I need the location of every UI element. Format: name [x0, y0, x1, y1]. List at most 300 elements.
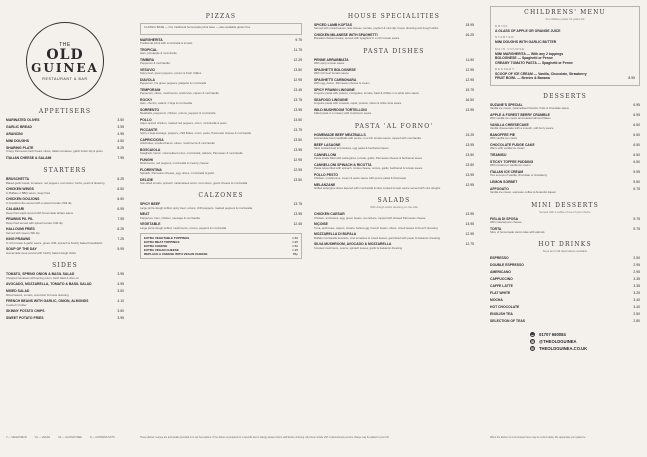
menu-item-name: HOT CHOCOLATE: [490, 305, 520, 310]
menu-item-name: POLLO: [140, 117, 152, 122]
kids-section-label: DESSERT: [495, 67, 515, 72]
starters-heading: STARTERS: [43, 167, 87, 175]
menu-item-description: Pepperoni & mozzarella: [140, 61, 170, 65]
menu-item-price: 4.95: [117, 282, 124, 287]
extra-name: EXTRA CHEESE: [144, 244, 168, 249]
menu-column-2: [140, 6, 302, 259]
menu-item-price: 3.40: [633, 298, 640, 303]
menu-item: [6, 139, 124, 143]
menu-item-description: Served with mixed leaves, feta cheese, tomato, yoghurt & mint dip, house dressing and dough sticks: [314, 26, 439, 31]
menu-item-name: WILD MUSHROOM TORTELLONI: [314, 107, 367, 112]
menu-item-price: 6.95: [117, 207, 124, 212]
extras-box: [140, 233, 302, 259]
menu-item: [6, 282, 124, 286]
extra-price: 1.50: [292, 244, 298, 249]
menu-item-name: TIRAMISU: [490, 152, 507, 157]
menu-item-price: 3.50: [117, 118, 124, 122]
menu-item-description: Chicken, anchovies, egg, green beans, cos lettuce, topped with shaved Parmesan cheese: [314, 215, 426, 220]
social-text: @THEOLDGUINEA: [539, 338, 577, 344]
menu-item-description: Mushrooms, red peppers, mozzarella & creamy cheese: [140, 161, 209, 165]
menu-item-name: LEMON SORBET: [490, 179, 518, 184]
menu-item-description: Ham, pineapple & mozzarella: [140, 51, 177, 55]
menu-item-name: CHICKEN CAESAR: [314, 212, 345, 217]
kids-item-price: 8.95: [628, 76, 635, 81]
menu-item: [6, 309, 124, 313]
menu-item-description: Cooked in butter: [6, 302, 27, 307]
menu-item-name: KING PRAWNS: [6, 237, 31, 242]
menu-item-description: Tuna, anchovies, capers, tomato, boiled egg, French beans, olives, mixed leaves & French dressing: [314, 225, 438, 230]
menu-item-name: PICCANTE: [140, 127, 158, 132]
menu-item-price: 5.75: [633, 216, 640, 221]
menu-item-price: 5.95: [117, 247, 124, 252]
menu-item-name: APPLE & FOREST BERRY CRUMBLE: [490, 112, 550, 117]
extra-name: EXTRA VEGAN CHEESE: [144, 248, 179, 253]
menu-item-description: Pepperoni, olives, mushrooms, anchovies, capers & mozzarella: [140, 91, 219, 95]
menu-item-description: In breadcrumbs served with a spiced tomato chilli dip: [6, 200, 72, 205]
mini-note: Served with a coffee of tea of your choice: [539, 209, 591, 214]
menu-item-name: CAFFE LATTE: [490, 284, 513, 289]
menu-item-price: 12.45: [293, 222, 302, 227]
menu-item-description: Smoked mushroom, onions, spinach leaves, garlic & balsamic dressing: [314, 245, 403, 250]
menu-item-price: 7.95: [117, 156, 124, 160]
kids-item-name: A GLASS OF APPLE OR ORANGE JUICE: [495, 29, 561, 33]
menu-item-name: MOCHA: [490, 298, 503, 303]
menu-item-description: Breaded chicken breast, served with spaghetti in a rich tomato sauce: [314, 36, 400, 41]
menu-item: [490, 263, 640, 267]
extra-name: EXTRA MEAT TOPPINGS: [144, 240, 180, 245]
menu-item: [490, 256, 640, 260]
social-icon: @: [531, 339, 534, 344]
menu-item-price: 9.75: [295, 37, 302, 42]
menu-item-price: 3.35: [633, 284, 640, 289]
extra-price: 1.95: [292, 248, 298, 253]
menu-item-price: 2.95: [633, 263, 640, 268]
menu-item-price: 13.50: [293, 177, 302, 182]
kids-item: [495, 29, 635, 33]
extra-price: 1.95: [292, 240, 298, 245]
menu-column-3: [314, 6, 474, 252]
menu-item-name: CAPRICCIOSA: [140, 137, 164, 142]
dietary-legend: [6, 436, 124, 439]
menu-item-description: Traditional pizza with mozzarella & tomato: [140, 41, 193, 45]
menu-item-price: 13.95: [465, 212, 474, 217]
menu-item-name: FLORENTINA: [140, 167, 162, 172]
menu-item-price: 5.50: [633, 179, 640, 184]
desserts-section: [490, 93, 640, 195]
menu-item-price: 6.95: [633, 112, 640, 117]
menu-item-name: BANOFFEE PIE: [490, 132, 516, 137]
menu-item-price: 5.75: [633, 226, 640, 231]
menu-column-1: [6, 6, 124, 323]
menu-item-price: 16.25: [465, 33, 474, 37]
extra-price: 1.50: [292, 236, 298, 241]
menu-item-name: SORRENTO: [140, 107, 160, 112]
house-specialities-section: [314, 13, 474, 41]
menu-item-description: Two scoops of vanilla, chocolate or strawberry: [490, 173, 548, 178]
menu-item-description: Spinach, Parmesan cheese, egg, olives, mozzarella & garlic: [140, 171, 215, 175]
kids-item-name: CREAMY TOMATO PASTA — Spaghetti or Penne: [495, 60, 573, 65]
menu-item-price: 13.95: [465, 142, 474, 147]
menu-item-price: 16.50: [465, 97, 474, 102]
menu-item-name: MARINATED OLIVES: [6, 118, 40, 122]
menu-item-price: 14.25: [465, 132, 474, 137]
menu-item-description: Spicy beef, green peppers, onions & fresh chillies: [140, 71, 202, 75]
menu-item: [6, 132, 124, 136]
menu-item-description: Served with sweet chilli dip: [6, 230, 40, 235]
menu-item-price: 12.95: [293, 77, 302, 82]
menu-item-price: 12.95: [293, 167, 302, 172]
menu-item-description: Slow cooked beef & tomatoes, egg pasta & bechamel sauce: [314, 146, 389, 151]
menu-item-name: MOZZARELLA DI BUFALA: [314, 232, 357, 237]
menu-item-price: 12.95: [465, 77, 474, 82]
menu-item-price: 13.50: [465, 152, 474, 157]
menu-item-price: 4.95: [117, 132, 124, 136]
menu-item-description: With spicy tomato sauce: [314, 61, 345, 66]
menu-item-price: 4.50: [117, 139, 124, 143]
menu-item: [490, 284, 640, 288]
menu-item-name: BOSCAIOLA: [140, 147, 161, 152]
allergy-notice: These dishes' recipes are and details provided is to our best advice. If the dishes is prepared for a specific diet or allergy please inform staff before ordering. All prices include VAT. A discretionary service charge may be added to your bill.: [140, 436, 390, 439]
pizza-base-text: CLASSIC BASE — Our traditional homemade pizza base — also available gluten free: [144, 25, 251, 29]
legend-entry: VG — VEGAN: [34, 436, 51, 439]
calzones-heading: CALZONES: [198, 192, 244, 200]
menu-item-price: 13.95: [293, 147, 302, 152]
menu-item-name: FUNGHI: [140, 157, 153, 162]
menu-item-description: Warm with vanilla ice cream: [490, 146, 525, 151]
sides-heading: SIDES: [52, 262, 78, 270]
menu-item-name: PENNE ARRABBIATA: [314, 57, 349, 62]
menu-item-description: With egg, bacon, Parmesan cheese & cream: [314, 81, 370, 86]
menu-item-price: 6.25: [117, 177, 124, 182]
sides-section: [6, 262, 124, 320]
menu-item-name: VESUVIO: [140, 67, 156, 72]
kids-note: For children under 12 years old: [545, 17, 585, 21]
menu-item-name: MARGHERITA: [140, 37, 163, 42]
menu-item-description: Ham, chorizo, salami, n'duja & mozzarella: [140, 101, 192, 105]
menu-item-name: SOUP OF THE DAY: [6, 247, 37, 252]
menu-item-name: ESPRESSO: [490, 256, 509, 261]
menu-item-name: ITALIAN ICE CREAM: [490, 169, 524, 174]
menu-item-name: CANNELLONI: [314, 152, 337, 157]
menu-item: [490, 277, 640, 281]
menu-item-description: With mascarpone cheese: [490, 220, 522, 225]
menu-item-price: 6.50: [117, 187, 124, 192]
menu-item-name: PRAWNS PIL PIL: [6, 217, 34, 222]
hot-drinks-section: [490, 241, 640, 323]
menu-item-name: MEAT: [140, 212, 150, 217]
menu-item-description: Pasta shells filled with aubergines, tomato, garlic, Parmesan cheese & bechamel sauce: [314, 156, 423, 161]
menu-item-price: 6.50: [633, 142, 640, 147]
menu-item-description: Grilled aubergine slices layered with mozzarella & slow cooked tomato sauce served with mini doughs: [314, 186, 441, 191]
menu-item-price: 2.80: [633, 319, 640, 324]
menu-item-price: 13.50: [293, 67, 302, 72]
contact-social[interactable]: [530, 339, 640, 344]
menu-item: [490, 298, 640, 302]
menu-item-description: Pepperoni, hot green peppers, jalapeño & mozzarella: [140, 81, 207, 85]
menu-item-price: 13.50: [293, 117, 302, 122]
menu-item-name: POLLO PESTO: [314, 172, 339, 177]
menu-item-name: AVOCADO, MOZZARELLA, TOMATO & BASIL SALAD: [6, 282, 92, 287]
menu-item-description: Spaghetti, bacon, caramelised onion, mozzarella, walnuts, Parmesan & mozzarella: [140, 151, 243, 155]
menu-item-name: CAPPUCCINO: [490, 277, 513, 282]
menu-item: [490, 153, 640, 157]
menu-item-price: 12.95: [293, 157, 302, 162]
menu-item-name: ENGLISH TEA: [490, 312, 513, 317]
menu-item-name: CHOCOLATE FUDGE CAKE: [490, 142, 535, 147]
extra-price: 85p: [292, 252, 298, 257]
service-notice: When the kitchen is at its busiest there may be a short delay. We appreciate your patience.: [490, 436, 586, 439]
menu-item-description: Sun-dried tomato, spinach, caramelised onion, red onions, goat's cheese & mozzarella: [140, 181, 248, 185]
menu-item-description: With vanilla ice cream: [490, 136, 518, 141]
mini-desserts-section: [490, 202, 640, 235]
menu-item: [490, 305, 640, 309]
menu-item: [490, 291, 640, 295]
menu-item-price: 7.95: [117, 217, 124, 222]
menu-item-price: 13.75: [293, 202, 302, 207]
menu-item-description: Crispy Parmesan herb bread, olives, Italian tomatoes, garlic butter dip & pesto: [6, 149, 103, 154]
logo-old: OLD: [46, 46, 84, 63]
menu-item-name: HALLOUMI FRIES: [6, 227, 35, 232]
menu-item-price: 12.95: [465, 232, 474, 237]
menu-item-price: 13.50: [465, 162, 474, 167]
menu-item-price: 3.50: [117, 309, 124, 314]
menu-item-price: 13.95: [465, 107, 474, 112]
menu-item-name: MELANZANE: [314, 182, 336, 187]
phone-text: 01707 660084: [539, 331, 566, 337]
pasta-section: [314, 48, 474, 116]
menu-item-price: 13.50: [293, 137, 302, 142]
menu-item-price: 13.95: [465, 222, 474, 227]
menu-item-description: Chopped tomatoes with spring onion, fresh basil & olive oil: [6, 275, 79, 280]
kids-item: [495, 40, 635, 44]
menu-item-name: SEAFOOD LINGUINE: [314, 97, 348, 102]
menu-item-name: CHICKEN WINGS: [6, 187, 34, 192]
salads-section: [314, 197, 474, 250]
menu-item-price: 13.95: [293, 212, 302, 217]
legend-entry: V — VEGETARIAN: [6, 436, 27, 439]
menu-item-price: 6.50: [633, 122, 640, 127]
menu-item-description: Homemade beef meatballs with penne, in a rich tomato sauce, topped with mozzarella: [314, 136, 421, 141]
legend-entry: GF — GLUTEN FREE: [58, 436, 82, 439]
menu-item-price: 6.50: [633, 132, 640, 137]
menu-item: [6, 118, 124, 122]
menu-item-price: 12.75: [465, 242, 474, 247]
menu-item-description: Cajun spiced chicken, roasted red peppers, onion, mozzarella & pesto: [140, 121, 227, 125]
menu-item-name: AFFOGATO: [490, 186, 509, 191]
menu-item-description: Mixed leaves, tomato, cucumber & house dressing: [6, 292, 69, 297]
menu-item-name: VANILLA CHEESECAKE: [490, 122, 529, 127]
forno-heading: PASTA 'AL FORNO': [354, 122, 434, 130]
logo-the: THE: [59, 41, 71, 48]
menu-item-name: CHICKEN GOUJONS: [6, 197, 40, 202]
phone-icon: ☎: [530, 332, 535, 337]
restaurant-logo: [26, 22, 104, 100]
menu-item-name: CHICKEN MILANESE WITH SPAGHETTI: [314, 33, 378, 37]
menu-item-name: BEEF LASAGNE: [314, 142, 341, 147]
menu-item-description: Deep fried squid served with homemade tartare sauce: [6, 210, 74, 215]
extra-name: EXTRA VEGETABLE TOPPINGS: [144, 236, 190, 241]
menu-item-price: 15.75: [465, 87, 474, 92]
menu-item-description: Pasta tubes filled with spinach, ricotta cheese, onions, garlic, bechamel & tomato sauce: [314, 166, 423, 171]
menu-item-description: Filled pasta in a creamy wild mushroom sauce: [314, 111, 372, 116]
web-text: THEOLDGUINEA.CO.UK: [539, 345, 588, 351]
menu-item-name: AMERICANO: [490, 270, 511, 275]
menu-item-description: Vanilla ice cream, caramelised biscuits, fruits & chocolate sauce: [490, 106, 570, 111]
appetisers-heading: APPETISERS: [38, 108, 92, 115]
menu-item-price: 4.10: [117, 299, 124, 304]
menu-item-description: Homemade soup served with freshly baked dough sticks: [6, 250, 76, 255]
calzones-section: [140, 192, 302, 230]
starters-section: [6, 167, 124, 255]
menu-item-name: ITALIAN CHEESE & SALAMI: [6, 156, 52, 160]
kids-item-name: MINI DOUGHS WITH GARLIC BUTTER: [495, 40, 557, 45]
menu-item-description: Large pizza dough puffed, mushrooms, onions, peppers & mozzarella: [140, 225, 227, 230]
menu-item-name: ROCKY: [140, 97, 153, 102]
menu-item-price: 12.95: [465, 67, 474, 72]
kids-item-name: FRUIT BOWL — Berries & Banana: [495, 76, 550, 81]
menu-item-description: Chicken, mushrooms, cream & pesto sauce with penne pasta & Parmesan: [314, 176, 407, 181]
menu-item: [6, 125, 124, 129]
menu-item-price: 6.50: [117, 197, 124, 202]
menu-item-price: 3.95: [117, 316, 124, 321]
contact-block: [490, 332, 640, 351]
menu-item-description: Buffalo mozzarella avocado, vine tomatoes & mixed leaves, garnished with pesto & balsamic dressing: [314, 235, 441, 240]
menu-item: [490, 319, 640, 323]
menu-item-price: 13.45: [293, 87, 302, 92]
appetisers-section: [6, 108, 124, 160]
menu-column-4: [490, 6, 640, 353]
menu-item: [6, 316, 124, 320]
menu-item-description: In Buffalo or BBQ sauce, deep fried: [6, 190, 50, 195]
menu-item-name: FRENCH BEANS WITH GARLIC, ONION, ALMONDS: [6, 299, 89, 304]
menu-item-name: SELECTION OF TEAS: [490, 319, 526, 324]
menu-item-price: 3.50: [117, 289, 124, 294]
logo-subtitle: RESTAURANT & BAR: [42, 76, 88, 81]
mini-heading: MINI DESSERTS: [531, 201, 599, 209]
menu-item-name: BRUSCHETTA: [6, 177, 30, 182]
menu-item-description: With vanilla ice cream and toasted almond flakes: [490, 116, 551, 121]
menu-item: [6, 156, 124, 160]
menu-item-price: 3.25: [633, 291, 640, 296]
kids-section-label: DRINK: [495, 24, 509, 28]
kids-item: [495, 76, 635, 80]
menu-item-name: MIXED SALAD: [6, 289, 30, 294]
menu-item-name: SPAGHETTI CARBONARA: [314, 77, 357, 82]
pizza-base-note: [140, 23, 302, 35]
menu-item-price: 13.75: [293, 127, 302, 132]
menu-item: [490, 270, 640, 274]
menu-item-name: ARANCINI: [6, 132, 23, 136]
kids-item-name: SCOOP OF ICE CREAM — Vanilla, Chocolate, Strawberry: [495, 72, 587, 77]
menu-item-description: Pepperoni, ham, chicken, sausage & mozzarella: [140, 215, 200, 220]
menu-item-name: SKINNY POTATO CHIPS: [6, 309, 45, 314]
menu-item-description: Slice of homemade carrot cake with walnuts: [490, 230, 545, 235]
menu-item-name: TROPICAL: [140, 47, 158, 52]
menu-item-name: CALAMARI: [6, 207, 25, 212]
menu-item-price: 2.50: [633, 312, 640, 317]
menu-item-name: TIMBIRA: [140, 57, 155, 62]
menu-item-description: Vanilla ice cream, espresso coffee & Amaretto liqueur: [490, 190, 557, 195]
menu-item-name: CANNELLONI SPINACH & RICOTTA: [314, 162, 372, 167]
legend-entry: N — CONTAINS NUTS: [89, 436, 115, 439]
menu-item-name: SPICED LAMB KOFTAS: [314, 23, 352, 27]
logo-guinea: GUINEA: [31, 60, 99, 75]
hot-heading: HOT DRINKS: [538, 241, 592, 249]
house-heading: HOUSE SPECIALITIES: [347, 13, 441, 20]
menu-item-price: 13.95: [293, 107, 302, 112]
kids-heading: CHILDRENS' MENU: [524, 9, 606, 16]
menu-item-description: Baked garlic bread, tomatoes, red peppers, red onions, herbs, pesto & dressing: [6, 180, 105, 185]
menu-item-price: 12.25: [293, 57, 302, 62]
menu-item-name: SPICY PRAWN LINGUINE: [314, 87, 355, 92]
menu-item-name: SWEET POTATO FRIES: [6, 316, 44, 321]
menu-item-name: FLAT WHITE: [490, 291, 511, 296]
menu-item-price: 13.95: [465, 172, 474, 177]
menu-item-name: DELIZIE: [140, 177, 153, 182]
kids-section-label: MAIN COURSE: [495, 46, 525, 51]
pasta-heading: PASTA DISHES: [363, 47, 425, 55]
menu-item-description: Linguine pasta with mussels, squid, prawns, clams & white wine sauce: [314, 101, 402, 106]
desserts-heading: DESSERTS: [543, 92, 587, 100]
menu-item-price: 12.95: [465, 182, 474, 187]
menu-item-description: Large pizza dough puffed, spicy beef, onions, chilli peppers, roasted peppers & mozzarella: [140, 205, 253, 210]
menu-item: [490, 180, 640, 184]
menu-item-price: 5.95: [633, 169, 640, 174]
menu-item-price: 11.75: [293, 47, 302, 52]
menu-item-name: SHARING PLATE: [6, 146, 34, 150]
menu-item-name: GARLIC BREAD: [6, 125, 32, 129]
menu-item-price: 3.95: [117, 272, 124, 277]
menu-item-name: HOMEMADE BEEF MEATBALLS: [314, 132, 366, 137]
pizzas-list: [140, 38, 302, 186]
menu-item-name: SPICY BEEF: [140, 202, 161, 207]
menu-item-price: 2.95: [633, 270, 640, 275]
menu-item: [490, 312, 640, 316]
menu-item-name: TOMATO, SPRING ONION & BASIL SALAD: [6, 272, 75, 277]
menu-item-description: Linguine pasta with prawns, courgettes, tomato, basil & chillies in a white wine sauce: [314, 91, 419, 96]
menu-item-name: STICKY TOFFEE PUDDING: [490, 159, 534, 164]
menu-item-description: Vanilla cheesecake with a smooth, soft berry sauce: [490, 126, 554, 131]
extra-item: [144, 252, 298, 256]
kids-item: [495, 61, 635, 65]
contact-web[interactable]: [530, 346, 640, 351]
kids-section-label: STARTER: [495, 35, 515, 40]
childrens-menu-box: [490, 6, 640, 86]
menu-item-price: 7.25: [117, 237, 124, 242]
kids-item-name: BOLOGNESE — Spaghetti or Penne: [495, 56, 553, 61]
menu-item-price: 6.25: [117, 227, 124, 232]
pizzas-heading: PIZZAS: [205, 13, 237, 20]
pasta-al-forno-section: [314, 123, 474, 191]
menu-item-price: 13.75: [293, 97, 302, 102]
menu-item-description: Spicy n'duja sausage, peppers, chilli flakes, onion, pesto, Parmesan cheese & mozzarella: [140, 131, 251, 135]
hot-note: Soya and milk alternatives available: [542, 249, 588, 254]
salads-heading: SALADS: [377, 197, 411, 205]
globe-icon: ◎: [531, 346, 534, 351]
kids-item-name: MINI MARGHERITA — With any 2 toppings: [495, 51, 564, 56]
menu-item-price: 6.50: [633, 152, 640, 157]
menu-item-name: TEMPORANI: [140, 87, 161, 92]
extra-name: REPLACE A CHEESE WITH VEGAN CHEESE: [144, 252, 208, 257]
contact-phone[interactable]: [530, 332, 640, 337]
menu-item-description: Deep fried served with spiced tomato chilli dip: [6, 220, 63, 225]
menu-item-name: SILVA MUSHROOM, AVOCADO & MOZZARELLA: [314, 242, 392, 247]
menu-item-price: 3.35: [633, 277, 640, 282]
menu-item-name: FIGLIA DI SPOSA: [490, 216, 519, 221]
menu-item-name: DIAVOLA: [140, 77, 156, 82]
menu-item-name: DOUBLE ESPRESSO: [490, 263, 524, 268]
salads-note: With dough sticks dressing on the side: [370, 205, 418, 210]
